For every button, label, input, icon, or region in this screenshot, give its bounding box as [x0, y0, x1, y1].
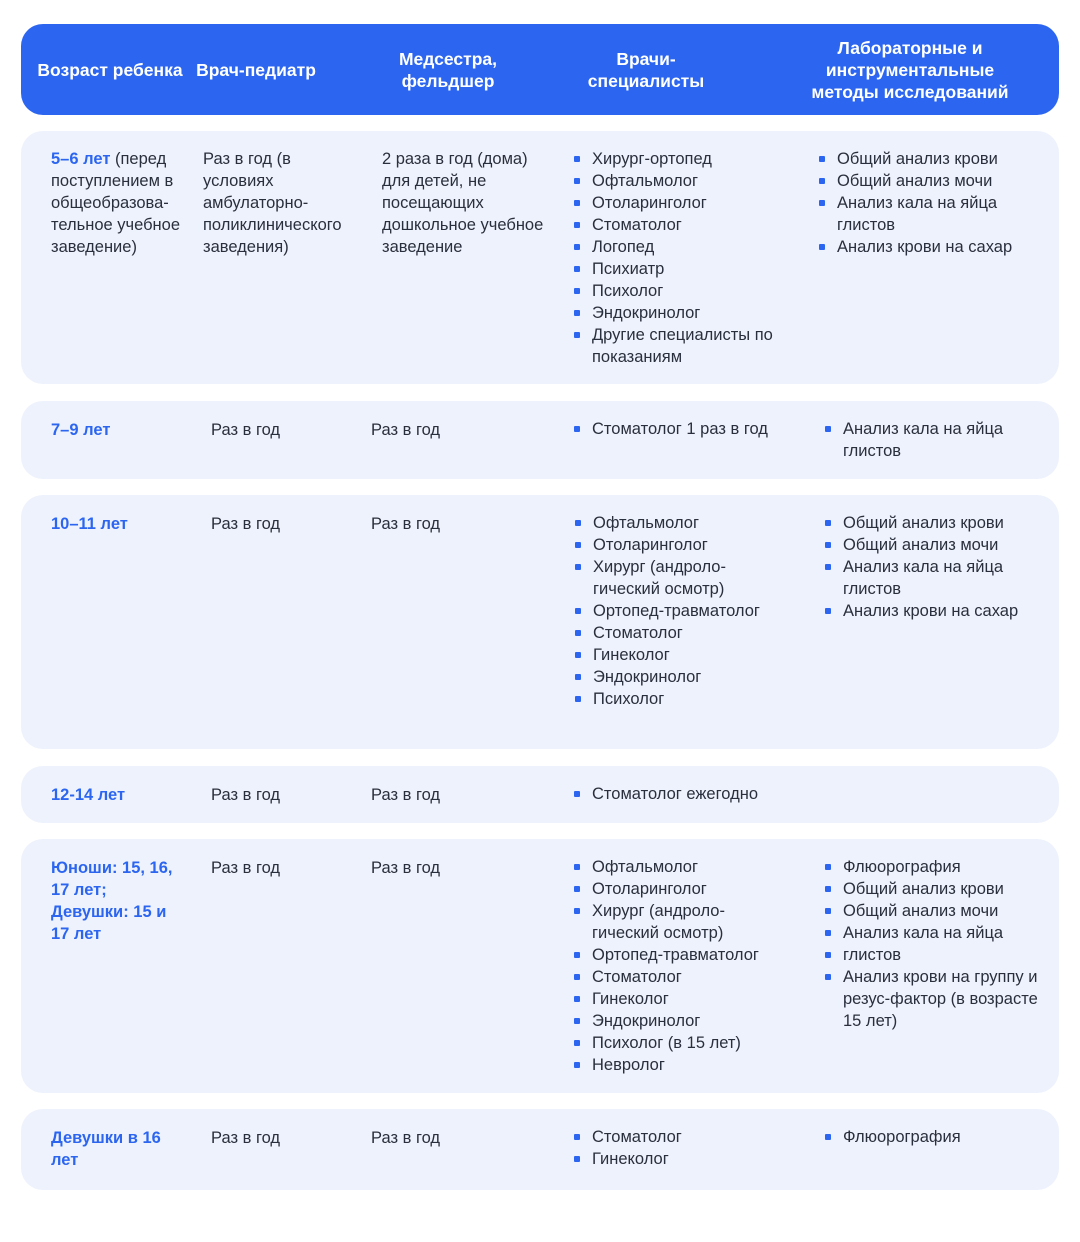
- list-item: Офтальмолог: [575, 512, 785, 534]
- list-item: Анализ кала на яйца глистов: [819, 192, 1039, 236]
- pediatrician-cell: Раз в год (в условиях амбулаторно-поликлинического заведения): [203, 150, 342, 256]
- list-item: Ортопед-травматолог: [575, 600, 785, 622]
- header-nurse: Медсестра, фельдшер: [398, 48, 497, 91]
- table-row: [21, 766, 1059, 823]
- specialists-list: [575, 512, 785, 710]
- specialists-list: [574, 148, 794, 368]
- list-item: Анализ кала на яйца глистов: [825, 418, 1025, 462]
- list-item: Эндокринолог: [575, 666, 785, 688]
- list-item: Флюорография: [825, 856, 1041, 878]
- labs-list: [825, 1126, 1025, 1148]
- list-item: Стоматолог: [574, 966, 784, 988]
- nurse-cell: Раз в год: [371, 859, 441, 877]
- list-item: Стоматолог 1 раз в год: [574, 418, 794, 440]
- labs-list: [825, 856, 1041, 1032]
- nurse-cell: Раз в год: [371, 515, 441, 533]
- list-item: Отоларинголог: [575, 534, 785, 556]
- header-labs: Лабораторные и инструментальные методы исследований: [811, 37, 1009, 102]
- labs-list: [819, 148, 1039, 258]
- pediatrician-cell: Раз в год: [211, 515, 281, 533]
- table-row: [21, 131, 1059, 384]
- header-pediatrician: Врач-педиатр: [196, 59, 316, 80]
- list-item: Отоларинголог: [574, 878, 784, 900]
- list-item: Офтальмолог: [574, 170, 794, 192]
- list-item: Офтальмолог: [574, 856, 784, 878]
- list-item: Гинеколог: [574, 988, 784, 1010]
- list-item: Эндокринолог: [574, 1010, 784, 1032]
- list-item: Хирург-ортопед: [574, 148, 794, 170]
- list-item: Психолог: [575, 688, 785, 710]
- list-item: Другие специалисты по показаниям: [574, 324, 794, 368]
- age-cell: Юноши: 15, 16, 17 лет; Девушки: 15 и 17 лет: [51, 859, 173, 943]
- list-item: Общий анализ мочи: [819, 170, 1039, 192]
- list-item: Стоматолог: [574, 1126, 784, 1148]
- list-item: Общий анализ мочи: [825, 534, 1035, 556]
- list-item: Общий анализ крови: [825, 512, 1035, 534]
- list-item: Общий анализ крови: [819, 148, 1039, 170]
- nurse-cell: 2 раза в год (дома) для детей, не посещающих дошкольное учебное заведение: [382, 150, 544, 256]
- pediatrician-cell: Раз в год: [211, 786, 281, 804]
- list-item: Стоматолог: [575, 622, 785, 644]
- age-cell: [51, 148, 181, 258]
- age-cell: 12-14 лет: [51, 786, 126, 804]
- table-row: [21, 401, 1059, 479]
- pediatrician-cell: Раз в год: [211, 1129, 281, 1147]
- specialists-list: [574, 1126, 784, 1170]
- age-cell: Девушки в 16 лет: [51, 1129, 161, 1169]
- nurse-cell: Раз в год: [371, 1129, 441, 1147]
- age-note: (перед поступлением в общеобразова-тельное учебное заведение): [51, 150, 181, 256]
- labs-list: [825, 418, 1025, 462]
- list-item: Анализ крови на группу и резус-фактор (в возрасте 15 лет): [825, 966, 1041, 1032]
- list-item: глистов: [825, 944, 1041, 966]
- header-age: Возраст ребенка: [37, 59, 183, 80]
- table-header: [21, 24, 1059, 115]
- list-item: Психолог (в 15 лет): [574, 1032, 784, 1054]
- list-item: Анализ крови на сахар: [819, 236, 1039, 258]
- list-item: Анализ кала на яйца глистов: [825, 556, 1035, 600]
- list-item: Общий анализ мочи: [825, 900, 1041, 922]
- list-item: Эндокринолог: [574, 302, 794, 324]
- list-item: Хирург (андроло-гический осмотр): [574, 900, 784, 944]
- list-item: Гинеколог: [575, 644, 785, 666]
- age-cell: 7–9 лет: [51, 421, 111, 439]
- list-item: Невролог: [574, 1054, 784, 1076]
- pediatrician-cell: Раз в год: [211, 859, 281, 877]
- header-specialists: Врачи-специалисты: [587, 48, 705, 91]
- labs-list: [825, 512, 1035, 622]
- table-row: [21, 1109, 1059, 1190]
- list-item: Хирург (андроло-гический осмотр): [575, 556, 785, 600]
- nurse-cell: Раз в год: [371, 786, 441, 804]
- specialists-list: [574, 783, 794, 805]
- list-item: Флюорография: [825, 1126, 1025, 1148]
- list-item: Анализ кала на яйца: [825, 922, 1041, 944]
- list-item: Анализ крови на сахар: [825, 600, 1035, 622]
- list-item: Стоматолог: [574, 214, 794, 236]
- table-row: [21, 839, 1059, 1093]
- specialists-list: [574, 856, 784, 1076]
- list-item: Психолог: [574, 280, 794, 302]
- age-cell: 10–11 лет: [51, 515, 128, 533]
- list-item: Общий анализ крови: [825, 878, 1041, 900]
- pediatrician-cell: Раз в год: [211, 421, 281, 439]
- list-item: Отоларинголог: [574, 192, 794, 214]
- age-highlight: 5–6 лет: [51, 150, 111, 168]
- list-item: Стоматолог ежегодно: [574, 783, 794, 805]
- list-item: Ортопед-травматолог: [574, 944, 784, 966]
- specialists-list: [574, 418, 794, 440]
- table-row: [21, 495, 1059, 749]
- list-item: Гинеколог: [574, 1148, 784, 1170]
- list-item: Психиатр: [574, 258, 794, 280]
- nurse-cell: Раз в год: [371, 421, 441, 439]
- list-item: Логопед: [574, 236, 794, 258]
